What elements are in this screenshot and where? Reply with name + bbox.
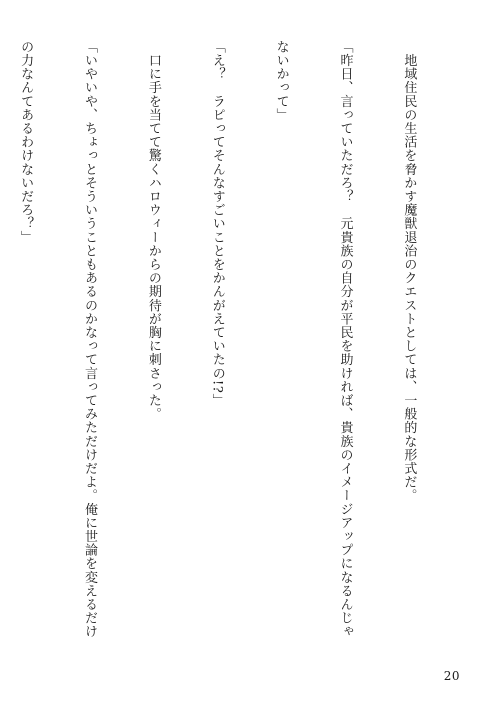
text-line: 「いやいや、ちょっとそういうこともあるのかなって言ってみただけだよ。俺に世論を変えるだけ [81, 40, 97, 639]
body-text [0, 40, 462, 650]
text-line: の力なんてあるわけないだろ？」 [18, 40, 34, 244]
text-line: 地域住民の生活を脅かす魔獣退治のクエストとしては、一般的な形式だ。 [401, 40, 417, 503]
text-line: 口に手を当てて驚くハロウィーからの期待が胸に刺さった。 [145, 40, 161, 421]
text-line: 「え？ ラピってそんなすごいことをかんがえていたの!?」 [209, 40, 225, 407]
text-line: ないかって」 [273, 40, 289, 122]
text-line: 「昨日、言っていただろ？ 元貴族の自分が平民を助ければ、貴族のイメージアップになるんじゃ [337, 40, 353, 639]
page-number: 20 [443, 669, 460, 683]
